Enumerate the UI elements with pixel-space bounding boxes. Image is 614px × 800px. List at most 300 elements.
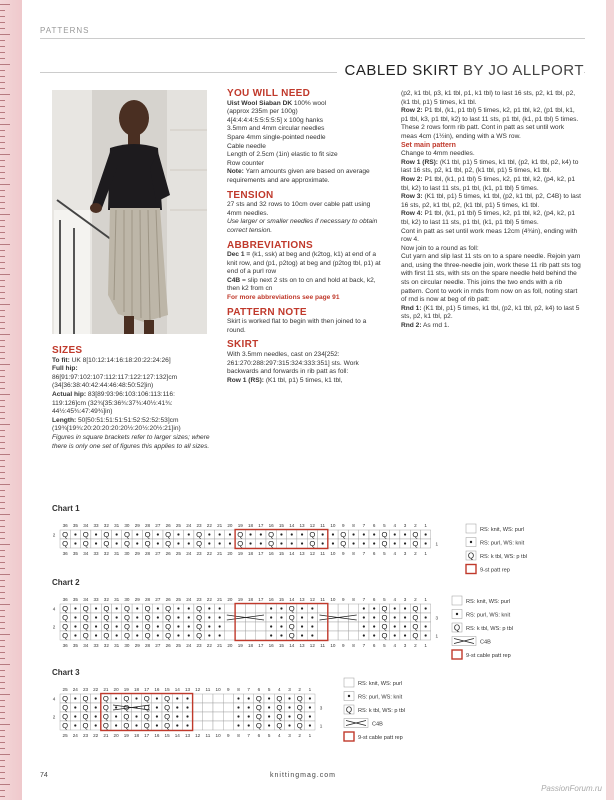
column-number: 10 [330,523,336,528]
purl-dot [270,625,272,627]
purl-dot [208,542,210,544]
column-number: 25 [62,733,68,738]
purl-dot [136,625,138,627]
column-number: 1 [424,551,427,556]
ruler-tick [0,316,5,317]
ktbl-symbol: Q [165,539,172,549]
ktbl-symbol: Q [296,721,303,731]
purl-dot [260,542,262,544]
ruler-tick [0,16,5,17]
purl-dot [363,634,365,636]
column-number: 12 [309,523,315,528]
ktbl-symbol: Q [123,539,130,549]
ruler-tick [0,796,5,797]
purl-dot [301,616,303,618]
pattern-note-text: Skirt is worked flat to begin with then joined to a round. [227,318,367,334]
ktbl-symbol: Q [143,721,150,731]
purl-dot [136,634,138,636]
main-row3: Row 3: (K1 tbl, p1) 5 times, k1 tbl, (p2, k1 tbl, p2, C4B) to last 16 sts, p2, k1 tbl, p2, (k1 tbl, p1) 5 times, k1 tbl. [401,193,581,209]
purl-dot [332,542,334,544]
purl-dot [373,607,375,609]
chart-cell [213,703,223,712]
chart-cell [193,712,203,721]
column-number: 6 [257,687,261,692]
ruler-tick [0,130,5,131]
ktbl-symbol: Q [82,539,89,549]
chart2-grid [40,592,460,666]
purl-dot [74,724,76,726]
ruler-tick [0,700,5,701]
ktbl-symbol: Q [288,631,295,641]
column-number: 14 [289,551,295,556]
column-number: 20 [227,597,233,602]
purl-dot [115,706,117,708]
purl-dot [301,542,303,544]
chart-cell [203,694,213,703]
purl-dot [208,625,210,627]
column-number: 21 [217,523,223,528]
column-number: 9 [341,551,345,556]
ktbl-symbol: Q [340,539,347,549]
ruler-tick [0,394,10,395]
ruler-tick [0,184,10,185]
column-number: 1 [424,643,427,648]
ruler-tick [0,628,5,629]
ktbl-symbol: Q [144,604,151,614]
ktbl-symbol: Q [102,703,109,713]
column-number: 13 [299,597,305,602]
column-number: 29 [134,643,140,648]
chart-cell [318,604,328,613]
repeat-key-icon [344,732,354,741]
join-round: Now join to a round as foll: [401,244,479,252]
ruler-tick [0,640,5,641]
ruler-tick [0,106,5,107]
column-number: 11 [320,597,326,602]
column-number: 2 [298,733,301,738]
column-number: 35 [72,523,79,528]
purl-dot [322,533,324,535]
ruler-tick [0,34,10,35]
ruler-tick [0,574,10,575]
column-number: 18 [133,687,140,692]
column-number: 35 [72,643,79,648]
ruler-tick [0,28,5,29]
ruler-tick [0,178,5,179]
sizes-line: 86[91:97:102:107:112:117:122:127:132]cm [52,373,178,381]
column-number: 23 [82,687,89,692]
column-number: 5 [267,687,271,692]
ruler-tick [0,730,5,731]
row-number: 2 [52,714,56,720]
skirt-text: With 3.5mm needles, cast on 234[252: 261:270:288:297:315:324:333:351] sts. Work backwards and forwards in rib patt as foll: [227,351,359,376]
ruler-tick [0,160,5,161]
site-url: knittingmag.com [270,772,336,779]
purl-dot [157,542,159,544]
column-number: 34 [83,551,89,556]
column-number: 11 [205,687,211,692]
rib-row2: Row 2: P1 tbl, (k1, p1 tbl) 5 times, k2, p1 tbl, k2, (p1 tbl, k1, p1 tbl, k3, p1 tbl, k2) to last 11 sts, p1 tbl, (k1, p1 tbl) 5 times. [401,107,579,123]
ktbl-symbol: Q [103,530,110,540]
ktbl-symbol: Q [62,721,69,731]
ruler-tick [0,298,5,299]
purl-dot [363,616,365,618]
ktbl-key-symbol: Q [467,551,475,561]
ktbl-symbol: Q [103,631,110,641]
ruler-tick [0,238,5,239]
sizes-lines [52,357,212,434]
purl-dot [115,724,117,726]
ktbl-symbol: Q [276,694,283,704]
chart-cell [338,604,348,613]
purl-dot [74,542,76,544]
ruler-tick [0,652,5,653]
column-number: 30 [124,523,130,528]
tension-note: Use larger or smaller needles if necessary to obtain correct tension. [227,218,378,234]
ktbl-symbol: Q [309,530,316,540]
repeat-key-icon [452,650,462,659]
purl-dot [135,724,137,726]
ruler-tick [0,280,5,281]
ruler-tick [0,790,5,791]
purl-dot [219,533,221,535]
column-number: 21 [217,551,223,556]
abbreviations-heading: ABBREVIATIONS [227,239,313,251]
ktbl-symbol: Q [82,613,89,623]
column-number: 10 [330,597,336,602]
column-number: 17 [144,733,150,738]
legend-label: C4B [480,639,491,646]
column-2 [227,90,382,385]
chart-cell [193,694,203,703]
column-number: 11 [320,523,326,528]
ruler-tick [0,22,5,23]
ktbl-symbol: Q [164,703,171,713]
ktbl-symbol: Q [102,694,109,704]
purl-dot [280,625,282,627]
sizes-line: Length: 50[50:51:51:51:51:52:52:52:53]cm [52,416,179,424]
ktbl-symbol: Q [82,721,89,731]
column-number: 27 [155,597,161,602]
column-number: 3 [288,687,291,692]
ruler-tick [0,136,5,137]
column-number: 6 [372,597,376,602]
ktbl-symbol: Q [164,712,171,722]
pattern-note-heading: PATTERN NOTE [227,306,307,318]
column-number: 35 [72,551,79,556]
ktbl-symbol: Q [144,622,151,632]
column-number: 15 [278,643,285,648]
purl-dot [176,724,178,726]
column-number: 14 [174,687,180,692]
purl-dot [116,607,118,609]
purl-dot [95,715,97,717]
ruler-tick [0,610,5,611]
purl-key-dot [456,613,458,615]
chart-cell [203,703,213,712]
purl-dot [291,542,293,544]
ktbl-symbol: Q [144,631,151,641]
purl-dot [425,625,427,627]
column-number: 19 [237,523,243,528]
purl-dot [373,542,375,544]
ruler-tick [0,526,5,527]
column-number: 19 [237,643,243,648]
ktbl-symbol: Q [412,539,419,549]
ruler-tick [0,580,5,581]
chart-cell [225,604,235,613]
ktbl-symbol: Q [123,530,130,540]
column-number: 6 [372,523,376,528]
column-number: 20 [113,687,119,692]
repeat-key-icon [466,565,476,574]
column-number: 1 [308,733,312,738]
chart3-grid [52,682,342,756]
legend-label: RS: purl, WS: knit [466,612,511,619]
purl-dot [219,542,221,544]
row-number: 1 [319,723,323,729]
ruler-tick [0,604,10,605]
sizes-line: To fit: UK 8[10:12:14:16:18:20:22:24:26] [52,356,171,364]
purl-dot [404,533,406,535]
ruler-tick [0,358,5,359]
purl-dot [309,706,311,708]
sizes-note: Figures in square brackets refer to larger sizes; where there is only one set of figures this applies to all sizes. [52,433,210,450]
purl-dot [74,706,76,708]
rnd2: Rnd 2: As rnd 1. [401,322,450,330]
purl-dot [157,625,159,627]
column-number: 10 [215,687,221,692]
column-number: 27 [155,551,161,556]
ktbl-symbol: Q [82,703,89,713]
ruler-right-edge [606,0,614,800]
sizes-heading: SIZES [52,345,83,356]
column-number: 21 [217,597,223,602]
legend-key-box [452,596,462,605]
column-number: 36 [62,523,68,528]
column-number: 9 [341,643,345,648]
skirt-heading: SKIRT [227,339,259,351]
ruler-tick [0,226,5,227]
ruler-tick [0,658,5,659]
column-number: 31 [114,523,120,528]
purl-dot [74,533,76,535]
column-number: 8 [352,523,355,528]
purl-dot [95,724,97,726]
purl-dot [301,607,303,609]
purl-dot [301,634,303,636]
ktbl-symbol: Q [82,622,89,632]
purl-dot [95,616,97,618]
column-number: 25 [175,523,182,528]
purl-dot [291,533,293,535]
purl-dot [394,634,396,636]
purl-dot [229,542,231,544]
ruler-tick [0,442,5,443]
purl-dot [208,607,210,609]
ktbl-symbol: Q [123,694,130,704]
column-number: 13 [299,523,305,528]
chart-cell [245,622,255,631]
column-number: 19 [123,733,129,738]
purl-dot [425,607,427,609]
purl-dot [219,634,221,636]
column-number: 29 [134,597,140,602]
ktbl-symbol: Q [165,622,172,632]
purl-dot [425,533,427,535]
legend-label: RS: knit, WS: purl [480,527,525,533]
ktbl-symbol: Q [123,622,130,632]
purl-dot [136,533,138,535]
ktbl-symbol: Q [276,703,283,713]
ktbl-symbol: Q [381,530,388,540]
purl-dot [157,607,159,609]
ruler-tick [0,436,5,437]
ktbl-symbol: Q [288,613,295,623]
ruler-tick [0,754,10,755]
column-number: 32 [103,643,109,648]
watermark: PassionForum.ru [541,784,602,793]
column-number: 33 [93,643,99,648]
column-number: 2 [414,597,417,602]
chart-cell [256,622,266,631]
purl-dot [311,625,313,627]
purl-dot [404,607,406,609]
material-item: Spare 4mm single-pointed needle [227,133,326,141]
purl-dot [332,533,334,535]
legend-key-box [344,678,354,687]
ktbl-symbol: Q [296,703,303,713]
yarn-line: Uist Wool Siaban DK 100% wool [227,99,327,107]
column-number: 11 [205,733,211,738]
purl-dot [74,634,76,636]
ruler-tick [0,748,5,749]
ktbl-symbol: Q [102,721,109,731]
chart-cell [193,721,203,730]
purl-dot [74,697,76,699]
column-number: 11 [320,643,326,648]
column-number: 2 [414,523,417,528]
ruler-tick [0,244,10,245]
chart-cell [225,622,235,631]
column-number: 36 [62,551,68,556]
column-number: 4 [393,597,397,602]
column-number: 8 [352,643,355,648]
ruler-tick [0,412,5,413]
ktbl-symbol: Q [412,604,419,614]
chart-cell [235,622,245,631]
ktbl-symbol: Q [62,622,69,632]
purl-dot [208,634,210,636]
column-number: 21 [103,687,109,692]
ktbl-symbol: Q [268,530,275,540]
column-number: 33 [93,523,99,528]
measuring-ruler [0,0,22,800]
ktbl-symbol: Q [381,604,388,614]
chart-cell [318,631,328,640]
column-number: 1 [424,523,427,528]
ruler-tick [0,40,5,41]
material-item: Row counter [227,159,265,167]
ktbl-key-symbol: Q [345,705,353,715]
ktbl-symbol: Q [165,631,172,641]
chart-cell [348,631,358,640]
column-number: 4 [278,687,281,692]
ktbl-symbol: Q [62,530,69,540]
chart-cell [223,703,233,712]
chart-cell [235,631,245,640]
ruler-tick [0,712,5,713]
column-number: 18 [247,551,254,556]
ktbl-symbol: Q [255,721,262,731]
ruler-tick [0,556,5,557]
ruler-tick [0,190,5,191]
legend-label: RS: k tbl, WS: p tbl [480,554,527,560]
ruler-tick [0,718,5,719]
column-number: 12 [309,597,315,602]
purl-dot [268,706,270,708]
ktbl-symbol: Q [103,539,110,549]
legend-label: RS: knit, WS: purl [358,681,403,687]
ruler-tick [0,202,5,203]
ktbl-symbol: Q [143,712,150,722]
ruler-tick [0,310,5,311]
sizes-line: 44½:45¾:47:49¾]in) [52,408,113,416]
column-number: 18 [133,733,140,738]
chart-cell [256,604,266,613]
chart-cell [193,703,203,712]
chart-cell [223,721,233,730]
ktbl-symbol: Q [165,613,172,623]
column-number: 27 [155,643,161,648]
column-number: 20 [113,733,119,738]
ruler-tick [0,760,5,761]
column-number: 17 [258,597,264,602]
ruler-tick [0,208,5,209]
purl-dot [394,533,396,535]
purl-dot [186,724,188,726]
purl-dot [301,533,303,535]
model-photo [52,90,207,334]
ruler-tick [0,778,5,779]
purl-dot [219,616,221,618]
column-number: 31 [114,643,120,648]
ruler-tick [0,736,5,737]
ktbl-symbol: Q [82,631,89,641]
ruler-tick [0,4,10,5]
column-number: 14 [174,733,180,738]
column-number: 25 [175,597,182,602]
column-number: 23 [196,643,202,648]
chart-cell [225,613,235,622]
column-number: 27 [155,523,161,528]
column-number: 20 [227,551,233,556]
ruler-tick [0,220,5,221]
column-number: 7 [362,597,366,602]
column-number: 22 [206,551,212,556]
ruler-tick [0,622,5,623]
purl-dot [249,533,251,535]
ruler-tick [0,670,5,671]
purl-dot [186,697,188,699]
purl-dot [95,634,97,636]
ruler-tick [0,154,10,155]
purl-dot [404,625,406,627]
ktbl-symbol: Q [340,530,347,540]
purl-dot [309,697,311,699]
column-number: 23 [82,733,89,738]
ruler-tick [0,322,5,323]
